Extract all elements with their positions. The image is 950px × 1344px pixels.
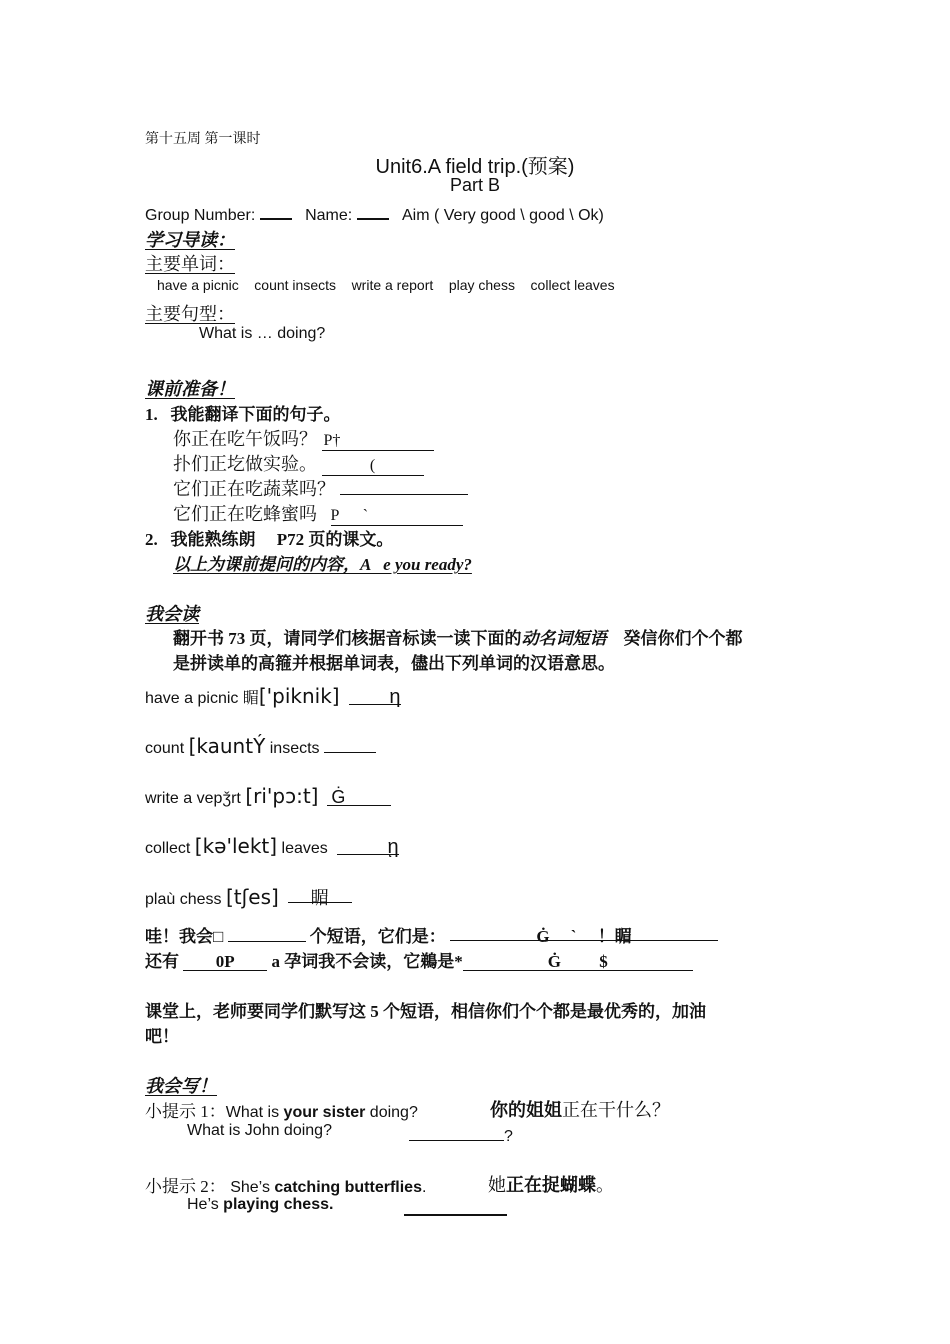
instruction-italic: 动名词短语 <box>521 629 607 648</box>
unknown-count-field[interactable]: 0P <box>183 952 267 971</box>
count-field[interactable] <box>228 923 306 942</box>
phrase-row-4 <box>145 834 399 858</box>
question-bold: playing chess. <box>223 1196 334 1213</box>
answer-1-field[interactable] <box>409 1122 504 1141</box>
phrase-phonetic: ['piknik] <box>258 684 340 708</box>
phrase-text: collect <box>145 840 195 857</box>
part-title: Part B <box>449 175 501 195</box>
word-item: play chess <box>448 277 515 293</box>
phrase-row-2 <box>145 734 376 758</box>
wow-line <box>145 922 718 947</box>
week-label: 第十五周 第一课时 <box>145 132 261 147</box>
translate-sentence: 它们正在吃蔬菜吗？ <box>173 479 335 499</box>
group-number-field[interactable] <box>260 200 292 220</box>
translate-sentence: 它们正在吃蜂蜜吗 <box>173 504 317 524</box>
read-instruction-line-2: 是拼读单的高箍并根据单词表，儘出下列单词的汉语意思。 <box>173 654 615 673</box>
word-item: count insects <box>254 277 336 293</box>
meaning-text: η <box>389 686 401 708</box>
tip-label: 小提示 2： <box>145 1177 226 1196</box>
class-note-line-1: 课堂上，老师要同学们默写这 5 个短语，相信你们个个都是最优秀的，加油 <box>145 1002 706 1021</box>
tip-bold: 你的姐姐 <box>490 1100 562 1120</box>
tip-text: 。 <box>596 1175 614 1195</box>
word-item: collect leaves <box>530 277 615 293</box>
prep-item-2 <box>145 525 393 550</box>
phrase-phonetic: [kauntÝ <box>188 734 266 758</box>
question-text: He’s <box>187 1196 224 1213</box>
wow-text: 个短语，它们是： <box>309 927 446 946</box>
instruction-text: 翻开书 73 页，请同学们核据音标读一读下面的 <box>173 629 522 648</box>
tip-bold: catching butterflies <box>274 1179 422 1196</box>
question-1: What is John doing? <box>187 1122 332 1139</box>
translate-sentence: 扑们正圪做实验。 <box>173 454 317 474</box>
main-sentences-label: 主要句型： <box>145 304 235 324</box>
tip-text: doing? <box>365 1104 418 1121</box>
unit-title: Unit6.A field trip.(预案) <box>375 156 575 178</box>
translate-line-1 <box>173 425 434 451</box>
tip-2-chinese <box>488 1171 614 1197</box>
meaning-text: ῃ <box>387 836 399 858</box>
tip-1-chinese <box>490 1096 670 1122</box>
still-line <box>145 947 693 972</box>
still-text: a 孕词我不会读，它鵜是* <box>271 952 463 971</box>
phrase-text: plaù chess <box>145 891 226 908</box>
phrase-row-3 <box>145 784 391 808</box>
meaning-field[interactable] <box>349 686 401 708</box>
tip-text: 正在干什么？ <box>562 1100 670 1120</box>
translate-answer-field[interactable]: ( <box>322 457 424 476</box>
tip-1-line <box>145 1097 418 1122</box>
item-text-b: P72 页的课文。 <box>276 530 394 549</box>
translate-sentence: 你正在吃午饭吗？ <box>173 429 317 449</box>
still-text: 还有 <box>145 952 179 971</box>
answer-2-line <box>404 1196 507 1221</box>
guide-heading: 学习导读： <box>145 230 235 250</box>
meaning-field[interactable]: 睸 <box>288 884 352 903</box>
meaning-field[interactable] <box>324 734 376 753</box>
instruction-text: 癸信你们个个都 <box>623 629 743 648</box>
tip-2-line <box>145 1172 426 1197</box>
translate-answer-field[interactable]: P ` <box>331 507 463 526</box>
phrase-row-1 <box>145 684 401 708</box>
wow-text: 哇！我会□ <box>145 927 224 946</box>
tip-text: What is <box>225 1104 284 1121</box>
translate-line-2 <box>173 450 424 476</box>
phrase-phonetic: [ri'pɔ:t] <box>245 784 319 808</box>
item-number: 2. <box>145 530 158 549</box>
main-words-label: 主要单词： <box>145 254 235 274</box>
student-info-line <box>145 200 604 225</box>
translate-answer-field[interactable]: P† <box>322 432 434 451</box>
translate-line-4 <box>173 500 463 526</box>
question-2 <box>187 1196 333 1214</box>
phrase-text: leaves <box>277 840 328 857</box>
main-sentence: What is … doing? <box>199 325 326 342</box>
unknown-phrases-field[interactable]: Ġ $ <box>463 952 693 971</box>
word-item: write a report <box>351 277 434 293</box>
translate-line-3 <box>173 475 468 501</box>
item-text: 我能翻译下面的句子。 <box>170 405 341 424</box>
tip-bold: 正在捉蝴蝶 <box>506 1175 596 1195</box>
tip-text: 她 <box>488 1175 506 1195</box>
name-label: Name: <box>305 207 353 224</box>
answer-2-field[interactable] <box>404 1196 507 1216</box>
item-number: 1. <box>145 405 158 424</box>
tip-label: 小提示 1： <box>145 1102 226 1121</box>
tip-bold: your sister <box>283 1104 366 1121</box>
aim-label: Aim ( Very good \ good \ Ok) <box>401 207 604 224</box>
read-instruction-line-1 <box>173 624 743 649</box>
question-mark: ? <box>504 1128 513 1145</box>
phrase-text: count <box>145 740 189 757</box>
phrase-phonetic: [kə'lekt] <box>194 834 278 858</box>
read-heading: 我会读 <box>145 604 199 624</box>
prep-item-1 <box>145 400 341 425</box>
prep-closing: 以上为课前提问的内容，A e you ready? <box>173 555 472 574</box>
write-heading: 我会写！ <box>145 1076 217 1096</box>
translate-answer-field[interactable] <box>340 476 468 495</box>
phrase-text: have a picnic 睸 <box>145 690 259 707</box>
meaning-field[interactable]: Ġ <box>327 787 391 806</box>
phrase-text: write a vepǯrt <box>145 790 246 807</box>
phrase-text: insects <box>265 740 320 757</box>
name-field[interactable] <box>357 200 389 220</box>
word-item: have a picnic <box>157 277 239 293</box>
prep-heading: 课前准备！ <box>145 379 235 399</box>
meaning-field[interactable] <box>337 836 399 858</box>
item-text-a: 我能熟练朗 <box>170 530 256 549</box>
class-note-line-2: 吧！ <box>145 1027 179 1046</box>
main-words-list <box>157 277 615 293</box>
group-number-label: Group Number: <box>145 207 256 224</box>
tip-text: . <box>421 1179 427 1196</box>
phrase-phonetic: [tʃes] <box>225 885 279 909</box>
phrase-row-5 <box>145 884 352 909</box>
phrases-field[interactable]: Ġ ` ！睸 <box>450 922 718 941</box>
answer-1-line <box>409 1122 513 1146</box>
tip-text: She’s <box>230 1179 275 1196</box>
